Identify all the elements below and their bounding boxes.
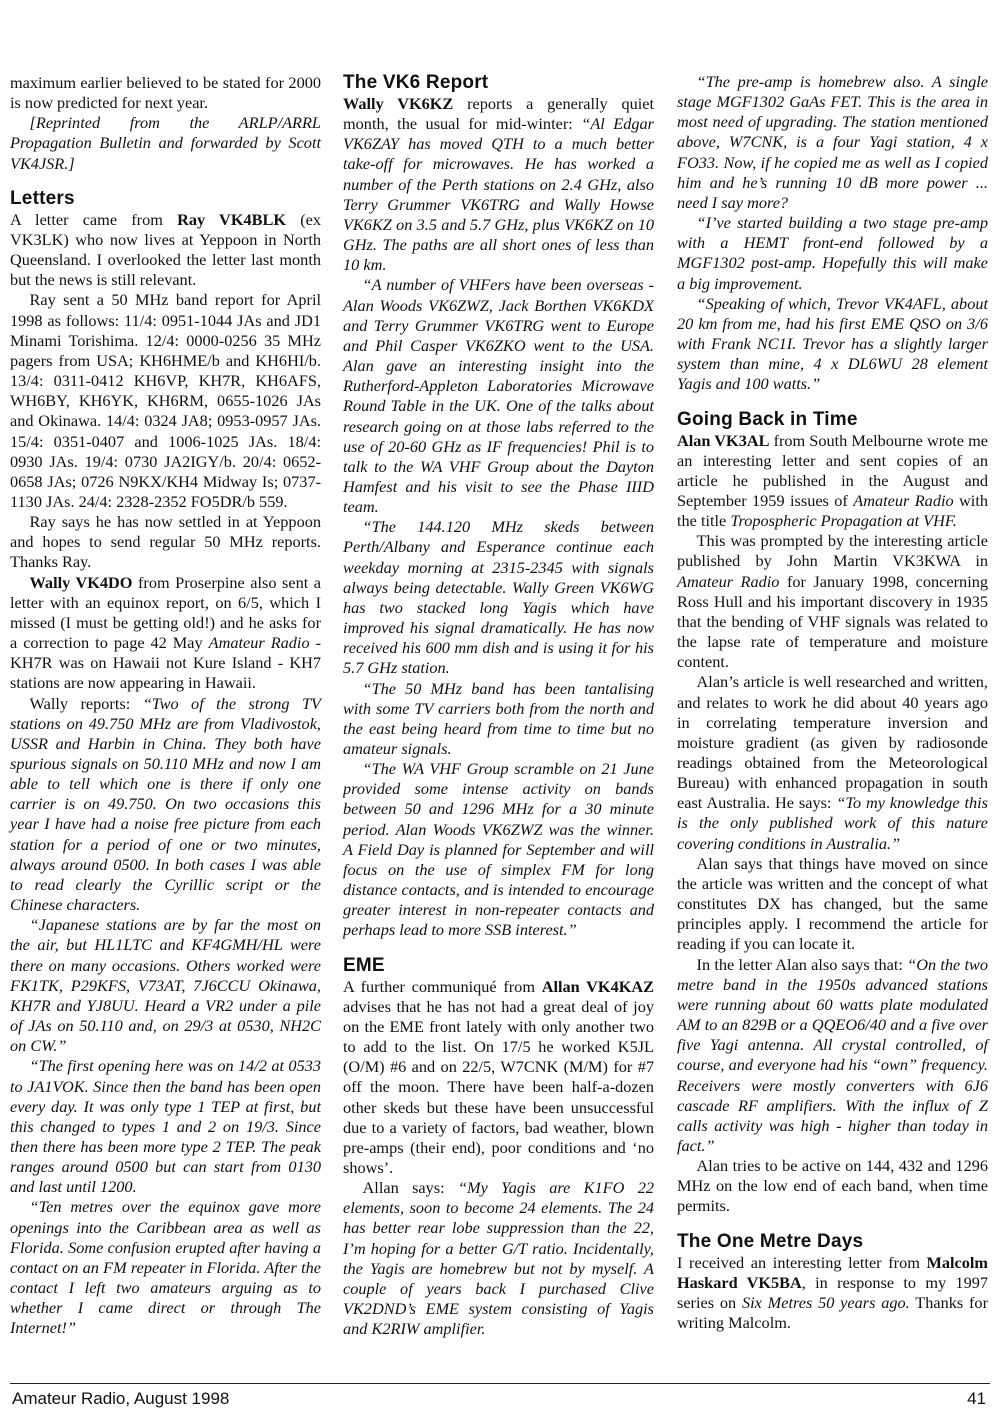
paragraph: Alan’s article is well researched and written, and relates to work he did about 40 years ago in correlating temperature inversion and moisture gradient (as given by radiosonde readings obtained from the Meteorological Bureau) with enhanced propagation in south east Australia. He says: “To my knowledge this is the only published work of this nature covering conditions in Australia.” [677,672,988,853]
callsign-name: Ray VK4BLK [177,209,287,229]
section-heading-one-metre-days: The One Metre Days [677,1230,864,1252]
paragraph: “The 144.120 MHz skeds between Perth/Albany and Esperance continue each weekday morning at 2315-2345 with signals always being detectable. Wally Green VK6WG has two stacked long Yagis which have improved his signal dramatically. He has now received his 600 mm dish and is using it for his 5.7 GHz station. [343,517,654,678]
paragraph: “The WA VHF Group scramble on 21 June provided some intense activity on bands between 50 and 1296 MHz for a 30 minute period. Alan Woods VK6ZWZ was the winner. A Field Day is planned for September and will focus on the use of simplex FM for long distance contacts, and is intended to encourage greater interest in non-repeater contacts and perhaps lead to more SSB interest.” [343,759,654,940]
paragraph: Wally VK4DO from Proserpine also sent a letter with an equinox report, on 6/5, which I missed (I must be getting old!) and he asks for a correction to page 42 May Amateur Radio - KH7R was on Hawaii not Kure Island - KH7 stations are now appearing in Hawaii. [10,572,321,693]
paragraph: A further communiqué from Allan VK4KAZ advises that he has not had a great deal of joy on the EME front lately with only another two to add to the list. On 17/5 he worked K5JL (O/M) #6 and on 22/5, W7CNK (M/M) for #7 off the moon. There have been half-a-dozen other skeds but these have been unsuccessful due to a variety of factors, bad weather, blown pre-amps (their end), poor conditions and ‘no shows’. [343,976,654,1177]
paragraph: Alan says that things have moved on since the article was written and the concept of what constitutes DX has changed, but the same principles apply. I recommend the article for reading if you can locate it. [677,853,988,954]
paragraph: “The 50 MHz band has been tantalising with some TV carriers both from the north and the east being heard from time to time but no amateur signals. [343,678,654,758]
paragraph: “Ten metres over the equinox gave more openings into the Caribbean area as well as Florida. Some confusion erupted after having a contact on an FM repeater in Florida. After the contact I left two amateurs arguing as to whether I came direct or through The Internet!” [10,1197,321,1338]
paragraph: Ray says he has now settled in at Yeppoon and hopes to send regular 50 MHz reports. Thanks Ray. [10,512,321,572]
section-heading-letters: Letters [10,187,75,209]
column-2 [343,72,654,1339]
footer-rule [10,1383,990,1384]
paragraph: In the letter Alan also says that: “On the two metre band in the 1950s advanced stations were running about 60 watts plate modulated AM to an 829B or a QQEO6/40 and a five over five Yagi antenna. All crystal controlled, of course, and everyone had his “own” frequency. Receivers were mostly converters with 6J6 cascade RF amplifiers. With the influx of Z calls activity was high - higher than today in fact.” [677,954,989,1155]
callsign-name: Allan VK4KAZ [541,976,654,996]
paragraph: “The pre-amp is homebrew also. A single stage MGF1302 GaAs FET. This is the area in most need of upgrading. The station mentioned above, W7CNK, is a four Yagi station, 4 x FO33. Now, if he copied me as well as I copied him and he’s running 10 dB more power ... need I say more? [677,72,988,212]
paragraph: “I’ve started building a two stage pre-amp with a HEMT front-end followed by a MGF1302 post-amp. Hopefully this will make a big improvement. [677,213,988,293]
paragraph: “Speaking of which, Trevor VK4AFL, about 20 km from me, had his first EME QSO on 3/6 with Frank NC1I. Trevor has a slightly larger system than mine, 4 x DL6WU 28 element Yagis and 100 watts.” [677,293,988,394]
paragraph: Alan VK3AL from South Melbourne wrote me an interesting letter and sent copies of an article he published in the August and September 1959 issues of Amateur Radio with the title Tropospheric Propagation at VHF. [677,430,988,531]
section-heading-eme: EME [343,954,385,976]
paragraph: I received an interesting letter from Malcolm Haskard VK5BA, in response to my 1997 series on Six Metres 50 years ago. Thanks for writing Malcolm. [677,1252,988,1333]
paragraph: [Reprinted from the ARLP/ARRL Propagation Bulletin and forwarded by Scott VK4JSR.] [10,113,321,173]
paragraph: Wally VK6KZ reports a generally quiet month, the usual for mid-winter: “Al Edgar VK6ZAY has moved QTH to a much better take-off for microwaves. He has worked a number of the Perth stations on 2.4 GHz, also Terry Grummer VK6TRG and Wally Howse VK6KZ on 3.5 and 5.7 GHz, plus VK6KZ on 10 GHz. The paths are all short ones of less than 10 km. [343,94,655,275]
callsign-name: Wally VK4DO [29,572,133,592]
section-heading-vk6-report: The VK6 Report [343,72,489,93]
paragraph: “Japanese stations are by far the most on the air, but HL1LTC and KF4GMH/HL were there on many occasions. Others worked were FK1TK, P29KFS, V73AT, 7J6CCU Okinawa, KH7R and YJ8UU. Heard a VR2 under a pile of JAs on 50.110 and, on 29/3 at 0530, NH2C on CW.” [10,915,321,1056]
paragraph: “A number of VHFers have been overseas - Alan Woods VK6ZWZ, Jack Borthen VK6KDX and Terry Grummer VK6TRG went to Europe and Phil Casper VK6ZKO went to the USA. Alan gave an interesting insight into the Rutherford-Appleton Laboratories Microwave Round Table in the UK. One of the talks about research going on at those labs referred to the use of 20-60 GHz as IF frequencies! Phil is to talk to the WA VHF Group about the Dayton Hamfest and his visit to see the Phase IIID team. [343,275,654,517]
paragraph: Wally reports: “Two of the strong TV stations on 49.750 MHz are from Vladivostok, USSR and Harbin in China. They both have spurious signals on 50.110 MHz and now I am able to tell which one is there if only one carrier is on 49.750. On two occasions this year I have had a noise free picture from each station for a period of one or two minutes, always around 0500. In both cases I was able to read clearly the Cyrillic script or the Chinese characters. [10,693,321,915]
column-1 [10,73,321,1339]
paragraph: This was prompted by the interesting article published by John Martin VK3KWA in Amateur Radio for January 1998, concerning Ross Hull and his important discovery in 1935 that the bending of VHF signals was related to the lapse rate of temperature and moisture content. [677,531,988,672]
paragraph: Ray sent a 50 MHz band report for April 1998 as follows: 11/4: 0951-1044 JAs and JD1 Minami Torishima. 12/4: 0000-0256 35 MHz pagers from USA; KH6HME/b and KH6HI/b. 13/4: 0311-0412 KH6VP, KH7R, KH6AFS, WH6BY, KH6YK, KH6RM, 0655-1026 JAs and Okinawa. 14/4: 0324 JA8; 0953-0957 JAs. 15/4: 0351-0407 and 1006-1025 JAs. 18/4: 0930 JAs. 19/4: 0730 JA2IGY/b. 20/4: 0652-0658 JAs; 0726 N9KX/KH4 Midway Is; 0737-1130 JAs. 24/4: 2328-2352 FO5DR/b 559. [10,290,321,511]
callsign-name: Wally VK6KZ [343,94,454,113]
callsign-name: Alan VK3AL [677,430,770,450]
section-heading-going-back-in-time: Going Back in Time [677,408,858,430]
paragraph: maximum earlier believed to be stated for 2000 is now predicted for next year. [10,73,321,113]
paragraph: Allan says: “My Yagis are K1FO 22 elements, soon to become 24 elements. The 24 has better rear lobe suppression than the 22, I’m hoping for a better G/T ratio. Incidentally, the Yagis are homebrew but not by myself. A couple of years back I purchased Clive VK2DND’s EME system consisting of Yagis and K2RIW amplifier. [343,1178,654,1339]
footer-publication: Amateur Radio, August 1998 [12,1389,230,1408]
paragraph: A letter came from Ray VK4BLK (ex VK3LK) who now lives at Yeppoon in North Queensland. I overlooked the letter last month but the news is still relevant. [10,209,322,290]
paragraph: “The first opening here was on 14/2 at 0533 to JA1VOK. Since then the band has been open every day. It was only type 1 TEP at first, but this changed to types 1 and 2 on 19/3. Since then there has been more type 2 TEP. The peak ranges around 0500 but can start from 0130 and last until 1200. [10,1056,321,1197]
callsign-name: Malcolm Haskard VK5BA [677,1252,988,1292]
paragraph: Alan tries to be active on 144, 432 and 1296 MHz on the low end of each band, when time permits. [677,1156,988,1216]
column-3 [677,72,988,1333]
page-number: 41 [967,1389,986,1408]
